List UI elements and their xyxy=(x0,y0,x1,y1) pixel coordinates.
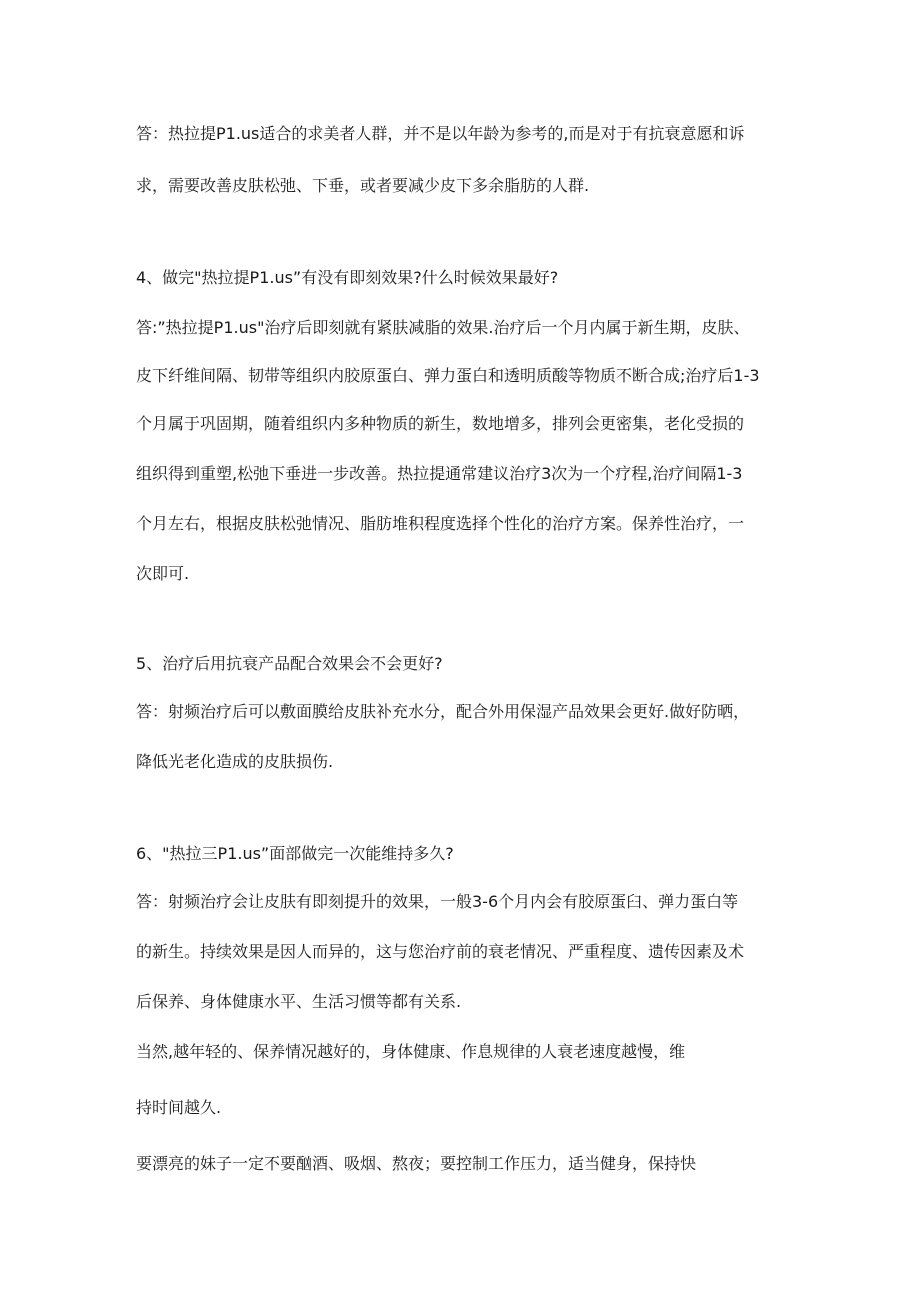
answer-6-line-1: 答：射频治疗会让皮肤有即刻提升的效果，一般3-6个月内会有胶原蛋臼、弹力蛋白等 xyxy=(136,892,739,911)
paragraph-line-3: 要漂亮的妹子一定不要酗酒、吸烟、熬夜；要控制工作压力，适当健身，保持快 xyxy=(136,1154,697,1173)
answer-4-line-2: 皮下纤维间隔、韧带等组织内胶原蛋白、弹力蛋白和透明质酸等物质不断合成;治疗后1-3 xyxy=(136,366,760,385)
answer-5-line-1: 答：射频治疗后可以敷面膜给皮肤补充水分，配合外用保湿产品效果会更好.做好防晒， xyxy=(136,702,750,721)
answer-3-line-1: 答：热拉提P1.us适合的求美者人群，并不是以年龄为参考的,而是对于有抗衰意愿和诉 xyxy=(136,124,745,143)
question-6-heading: 6、"热拉三P1.us”面部做完一次能维持多久? xyxy=(136,844,454,863)
answer-3-line-2: 求，需要改善皮肤松弛、下垂，或者要减少皮下多余脂肪的人群. xyxy=(136,176,590,195)
answer-4-line-4: 组织得到重塑,松弛下垂进一步改善。热拉提通常建议治疗3次为一个疗程,治疗间隔1-3 xyxy=(136,464,743,483)
answer-4-line-1: 答:”热拉提P1.us"治疗后即刻就有紧肤减脂的效果.治疗后一个月内属于新生期，皮肤、 xyxy=(136,318,750,337)
answer-5-line-2: 降低光老化造成的皮肤损伤. xyxy=(136,752,334,771)
question-4-heading: 4、做完"热拉提P1.us”有没有即刻效果?什么时候效果最好? xyxy=(136,268,559,287)
answer-6-line-2: 的新生。持续效果是因人而异的，这与您治疗前的衰老情况、严重程度、遗传因素及术 xyxy=(136,942,745,961)
answer-6-line-3: 后保养、身体健康水平、生活习惯等都有关系. xyxy=(136,992,462,1011)
answer-4-line-5: 个月左右，根据皮肤松弛情况、脂肪堆积程度选择个性化的治疗方案。保养性治疗，一 xyxy=(136,514,745,533)
paragraph-line-1: 当然,越年轻的、保养情况越好的，身体健康、作息规律的人衰老速度越慢，维 xyxy=(136,1042,686,1061)
question-5-heading: 5、治疗后用抗衰产品配合效果会不会更好? xyxy=(136,654,443,673)
paragraph-line-2: 持时间越久. xyxy=(136,1098,222,1117)
answer-4-line-6: 次即可. xyxy=(136,564,190,583)
answer-4-line-3: 个月属于巩固期，随着组织内多种物质的新生，数地增多，排列会更密集，老化受损的 xyxy=(136,414,745,433)
